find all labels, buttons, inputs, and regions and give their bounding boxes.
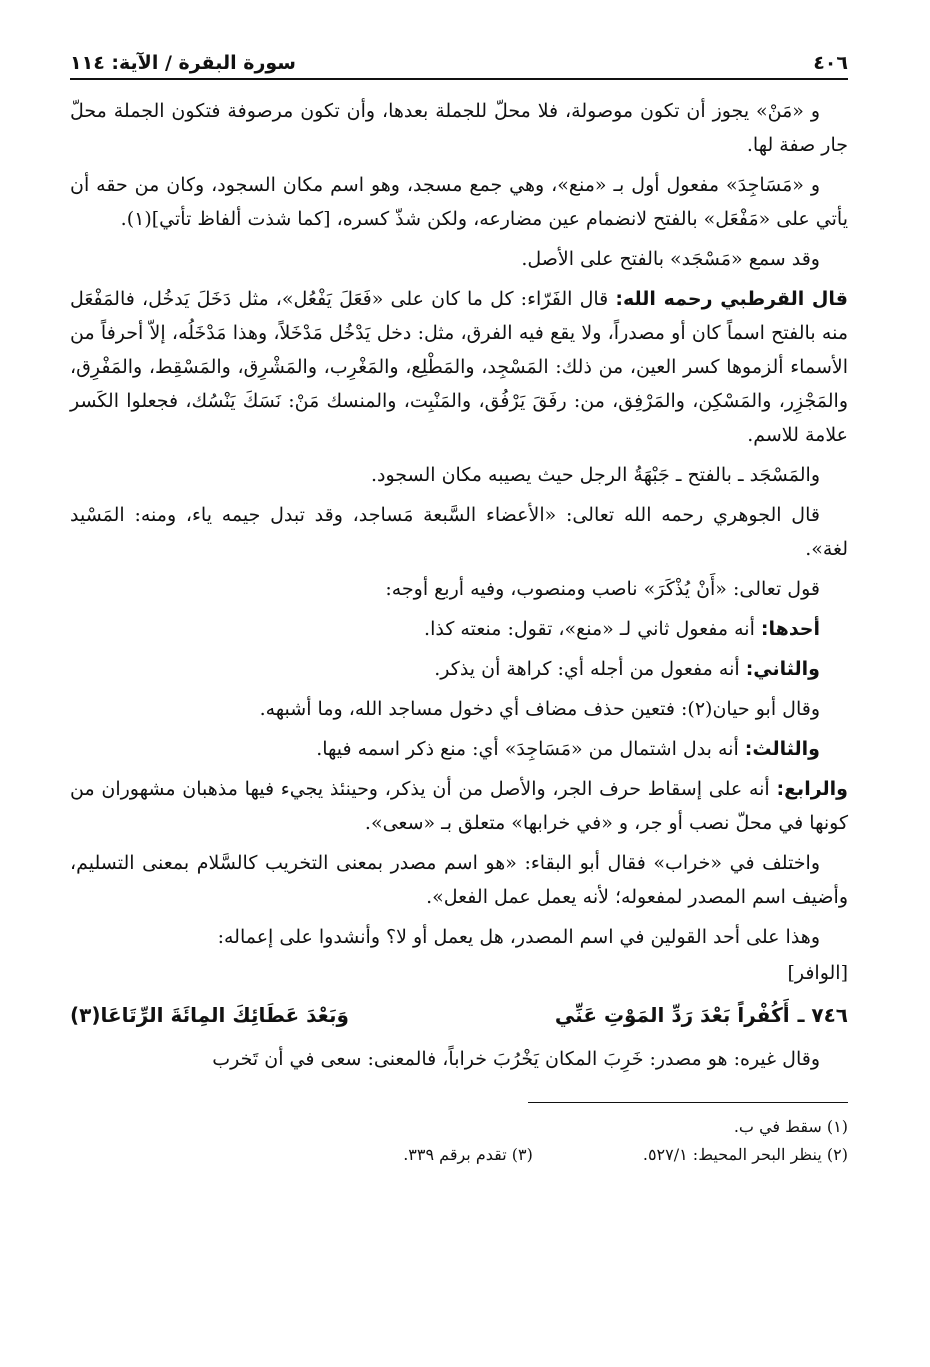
- verse-number: ٧٤٦ ـ: [797, 1003, 848, 1027]
- paragraph-lead: أحدها:: [760, 618, 820, 640]
- poetry-verse: [70, 996, 848, 1034]
- paragraph: وقد سمع «مَسْجَد» بالفتح على الأصل.: [521, 248, 820, 270]
- meter-label: [الوافر]: [787, 962, 848, 984]
- paragraph: و «مَسَاجِدَ» مفعول أول بـ «منع»، وهي جمع مسجد، وهو اسم مكان السجود، وكان من حقه أن يأتي على «مَفْعَل» بالفتح لانضمام عين مضارعه، ولكن شذّ كسره، [كما شذت ألفاظ تأتي](١).: [70, 174, 848, 230]
- footnote-1: (١) سقط في ب.: [733, 1117, 848, 1136]
- paragraph: واختلف في «خراب» فقال أبو البقاء: «هو اسم مصدر بمعنى التخريب كالسَّلام بمعنى التسليم، وأضيف اسم المصدر لمفعوله؛ لأنه يعمل عمل الفعل».: [70, 852, 848, 908]
- paragraph-lead: والرابع:: [776, 778, 848, 800]
- footnote-separator: [528, 1102, 848, 1103]
- footnote-2: (٢) ينظر البحر المحيط: ٥٢٧/١.: [642, 1145, 848, 1164]
- paragraph: قول تعالى: «أَنْ يُذْكَرَ» ناصب ومنصوب، وفيه أربع أوجه:: [385, 578, 820, 600]
- paragraph: وهذا على أحد القولين في اسم المصدر، هل يعمل أو لا؟ وأنشدوا على إعماله:: [217, 926, 820, 948]
- verse-hemistich-second: وَبَعْدَ عَطَائِكَ المِائَةَ الرِّتَاعَا(٣): [70, 1003, 349, 1027]
- page-number: ٤٠٦: [813, 52, 848, 74]
- running-title: سورة البقرة / الآية: ١١٤: [70, 52, 296, 74]
- paragraph: وقال أبو حيان(٢): فتعين حذف مضاف أي دخول مساجد الله، وما أشبهه.: [259, 698, 820, 720]
- paragraph: و «مَنْ» يجوز أن تكون موصولة، فلا محلّ للجملة بعدها، وأن تكون مرصوفة فتكون الجملة محلّ جار صفة لها.: [70, 100, 848, 156]
- paragraph: والثالث: أنه بدل اشتمال من «مَسَاجِدَ» أي: منع ذكر اسمه فيها.: [316, 738, 820, 760]
- footnotes: [70, 1113, 848, 1169]
- paragraph: والرابع: أنه على إسقاط حرف الجر، والأصل من أن يذكر، وحينئذ يجيء فيها مذهبان مشهوران من كونها في محلّ نصب أو جر، و «في خرابها» متعلق بـ «سعى».: [70, 778, 848, 834]
- paragraph: والثاني: أنه مفعول من أجله أي: كراهة أن يذكر.: [434, 658, 820, 680]
- paragraph: قال القرطبي رحمه الله: قال الفَرّاء: كل ما كان على «فَعَلَ يَفْعُل»، مثل دَخَلَ يَدخُل، فالمَفْعَل منه بالفتح اسماً كان أو مصدراً، ولا يقع فيه الفرق، مثل: دخل يَدْخُل مَدْخَلاً، وهذا مَدْخَلُه، إلاّ أحرفاً من الأسماء ألزموها كسر العين، من ذلك: المَسْجِد، والمَطْلِع، والمَغْرِب، والمَشْرِق، والمَسْقِط، والمَفْرِق، والمَجْزِر، والمَسْكِن، والمَرْفِق، من: رفَقَ يَرْفُق، والمَنْبِت، والمنسك مَنْ: نَسَكَ يَنْسُك، فجعلوا الكَسر علامة للاسم.: [70, 288, 848, 446]
- paragraph-lead: والثالث:: [744, 738, 820, 760]
- page-header: [70, 40, 848, 80]
- verse-hemistich-first: أَكُفْراً بَعْدَ رَدِّ المَوْتِ عَنِّي: [554, 1003, 790, 1027]
- paragraph: أحدها: أنه مفعول ثاني لـ «منع»، تقول: منعته كذا.: [424, 618, 820, 640]
- paragraph: والمَسْجَد ـ بالفتح ـ جَبْهَةُ الرجل حيث يصيبه مكان السجود.: [370, 464, 820, 486]
- paragraph-lead: قال القرطبي رحمه الله:: [615, 288, 848, 310]
- main-text: [70, 94, 848, 1076]
- paragraph-lead: والثاني:: [745, 658, 820, 680]
- paragraph: وقال غيره: هو مصدر: خَرِبَ المكان يَخْرُبَ خراباً، فالمعنى: سعى في أن تَخرب: [212, 1048, 820, 1070]
- paragraph: قال الجوهري رحمه الله تعالى: «الأعضاء السَّبعة مَساجد، وقد تبدل جيمه ياء، ومنه: المَسْيد لغة».: [70, 504, 848, 560]
- footnote-3: (٣) تقدم برقم ٣٣٩.: [403, 1145, 533, 1164]
